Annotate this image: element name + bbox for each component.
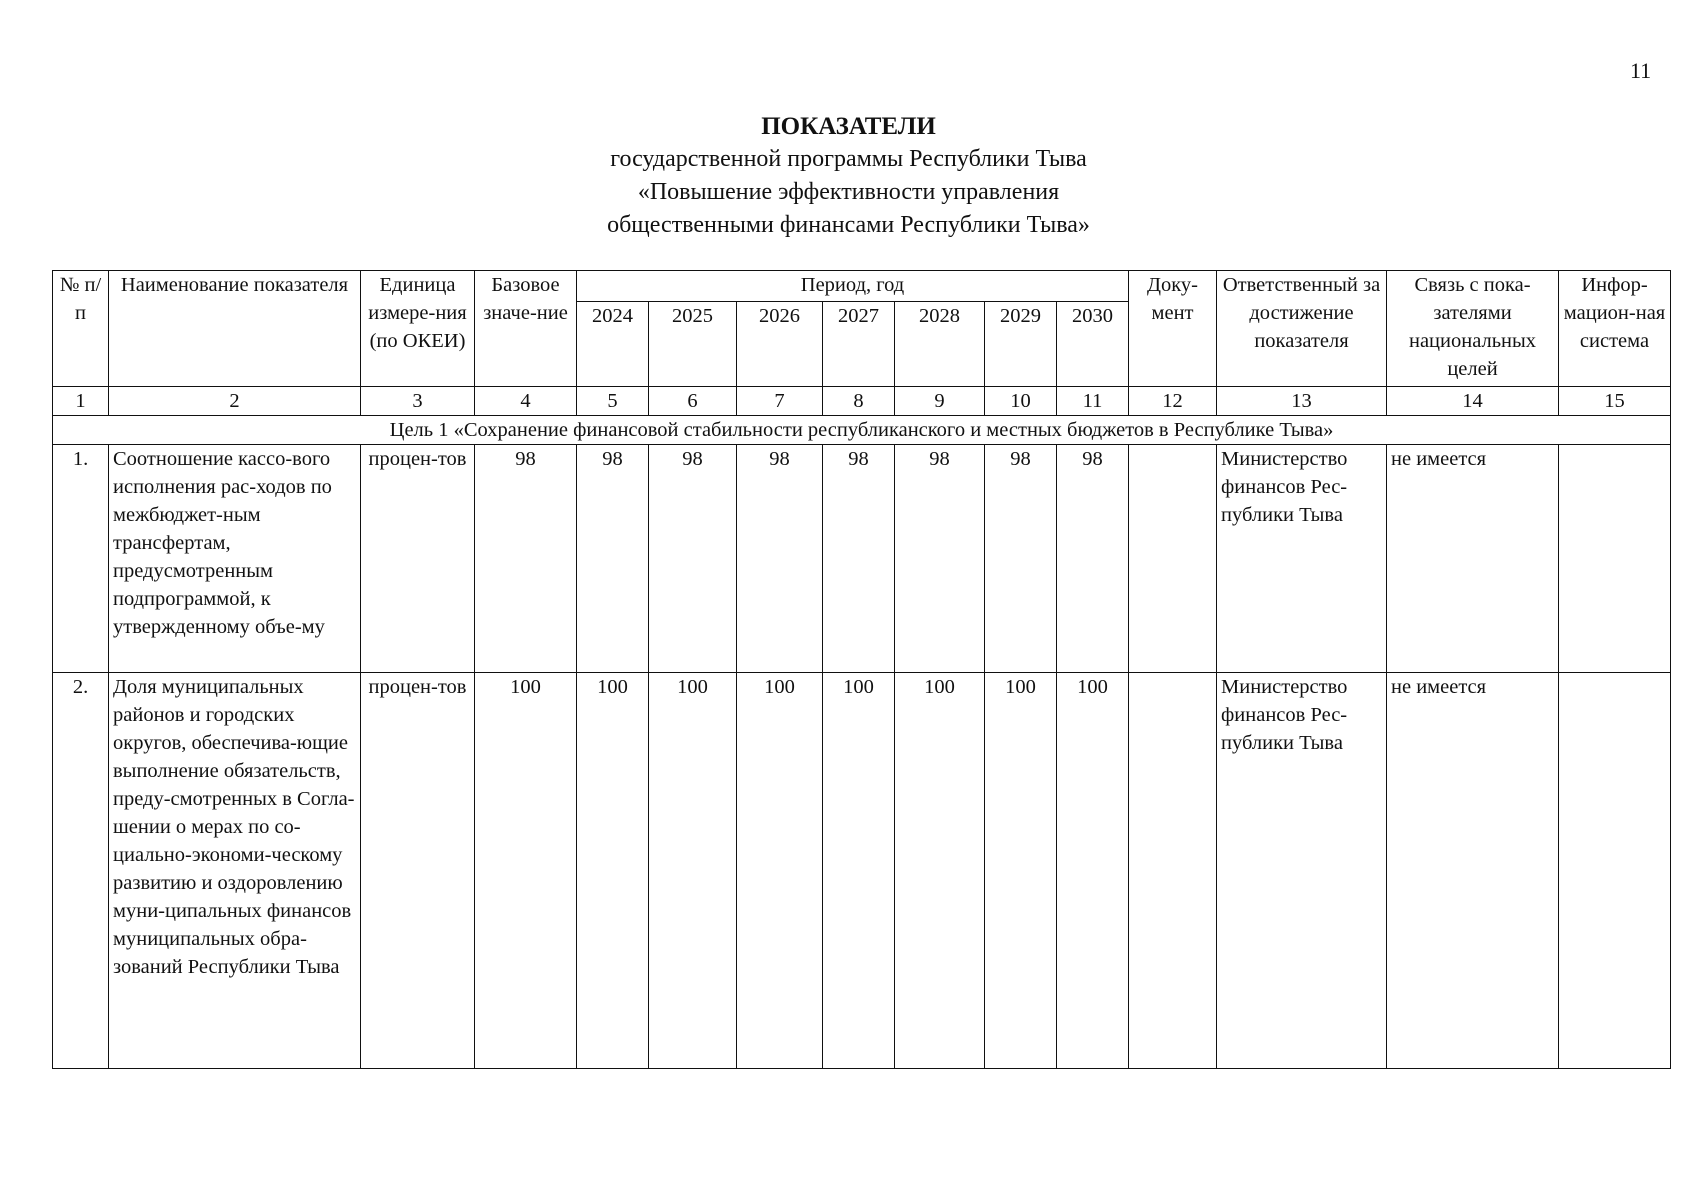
column-number: 15 xyxy=(1559,387,1671,416)
indicator-name: Соотношение кассо-вого исполнения рас-ходов по межбюджет-ным трансфертам, предусмотренным подпрограммой, к утвержденному объе-му xyxy=(109,445,361,673)
base-value: 98 xyxy=(475,445,577,673)
header-responsible: Ответственный за достижение показателя xyxy=(1217,271,1387,387)
year-value: 98 xyxy=(577,445,649,673)
header-year: 2029 xyxy=(985,302,1057,387)
header-name: Наименование показателя xyxy=(109,271,361,387)
page-number: 11 xyxy=(1630,58,1652,83)
column-number: 4 xyxy=(475,387,577,416)
column-number: 5 xyxy=(577,387,649,416)
column-number: 2 xyxy=(109,387,361,416)
year-value: 98 xyxy=(895,445,985,673)
responsible-cell: Министерство финансов Рес-публики Тыва xyxy=(1217,673,1387,1069)
goal-row xyxy=(53,416,1671,445)
national-goals-link: не имеется xyxy=(1387,445,1559,673)
year-value: 98 xyxy=(1057,445,1129,673)
document-cell xyxy=(1129,673,1217,1069)
column-number: 6 xyxy=(649,387,737,416)
column-number: 8 xyxy=(823,387,895,416)
year-value: 98 xyxy=(649,445,737,673)
title-line-1: государственной программы Республики Тыва xyxy=(610,146,1087,172)
column-number: 7 xyxy=(737,387,823,416)
year-value: 100 xyxy=(985,673,1057,1069)
document-cell xyxy=(1129,445,1217,673)
header-year: 2024 xyxy=(577,302,649,387)
header-year: 2028 xyxy=(895,302,985,387)
header-info: Инфор-мацион-ная система xyxy=(1559,271,1671,387)
year-value: 98 xyxy=(823,445,895,673)
year-value: 100 xyxy=(895,673,985,1069)
year-value: 98 xyxy=(985,445,1057,673)
header-document: Доку-мент xyxy=(1129,271,1217,387)
column-number-row xyxy=(53,387,1671,416)
header-period: Период, год xyxy=(577,271,1129,302)
column-number: 10 xyxy=(985,387,1057,416)
column-number: 14 xyxy=(1387,387,1559,416)
column-number: 9 xyxy=(895,387,985,416)
header-year: 2027 xyxy=(823,302,895,387)
info-system-cell xyxy=(1559,445,1671,673)
header-unit: Единица измере-ния (по ОКЕИ) xyxy=(361,271,475,387)
title-main: ПОКАЗАТЕЛИ xyxy=(761,113,936,140)
year-value: 100 xyxy=(649,673,737,1069)
unit-cell: процен-тов xyxy=(361,673,475,1069)
row-number: 2. xyxy=(53,673,109,1069)
indicator-name: Доля муниципальных районов и городских округов, обеспечива-ющие выполнение обязательств, преду-смотренных в Согла-шении о мерах по со-циально-экономи-ческому развитию и оздоровлению муни-ципальных финансов муниципальных обра-зований Республики Тыва xyxy=(109,673,361,1069)
year-value: 98 xyxy=(737,445,823,673)
table-row xyxy=(53,673,1671,1069)
info-system-cell xyxy=(1559,673,1671,1069)
header-base: Базовое значе-ние xyxy=(475,271,577,387)
column-number: 12 xyxy=(1129,387,1217,416)
document-title xyxy=(0,110,1697,242)
year-value: 100 xyxy=(737,673,823,1069)
header-link: Связь с пока-зателями национальных целей xyxy=(1387,271,1559,387)
unit-cell: процен-тов xyxy=(361,445,475,673)
table-row xyxy=(53,445,1671,673)
header-year: 2026 xyxy=(737,302,823,387)
national-goals-link: не имеется xyxy=(1387,673,1559,1069)
column-number: 11 xyxy=(1057,387,1129,416)
title-line-2: «Повышение эффективности управления xyxy=(637,179,1060,205)
year-value: 100 xyxy=(1057,673,1129,1069)
column-number: 13 xyxy=(1217,387,1387,416)
indicators-table xyxy=(52,270,1671,1069)
year-value: 100 xyxy=(577,673,649,1069)
title-line-3: общественными финансами Республики Тыва» xyxy=(607,212,1090,238)
row-number: 1. xyxy=(53,445,109,673)
base-value: 100 xyxy=(475,673,577,1069)
column-number: 1 xyxy=(53,387,109,416)
header-num: № п/п xyxy=(53,271,109,387)
column-number: 3 xyxy=(361,387,475,416)
goal-title: Цель 1 «Сохранение финансовой стабильности республиканского и местных бюджетов в Республике Тыва» xyxy=(53,416,1671,445)
header-year: 2025 xyxy=(649,302,737,387)
header-year: 2030 xyxy=(1057,302,1129,387)
year-value: 100 xyxy=(823,673,895,1069)
responsible-cell: Министерство финансов Рес-публики Тыва xyxy=(1217,445,1387,673)
